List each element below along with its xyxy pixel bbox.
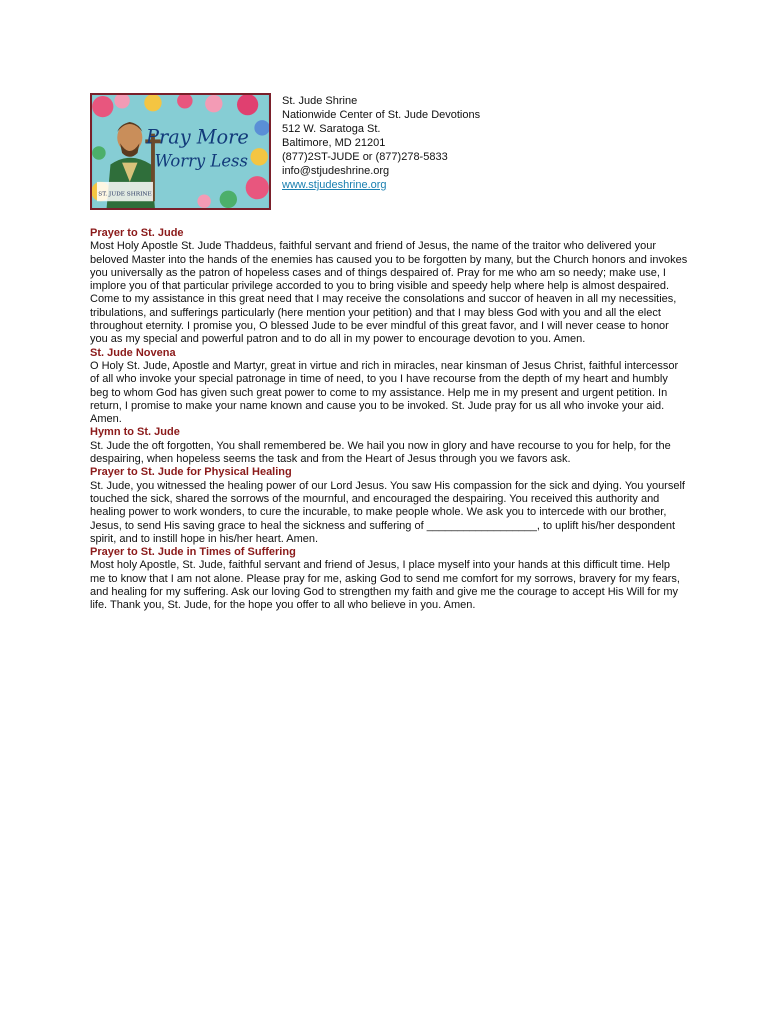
section-body: St. Jude the oft forgotten, You shall remembered be. We hail you now in glory and have recourse to you for help, for the despairing, when hopeless seems the task and from the Heart of Jesus through you we favors ask. — [90, 439, 671, 466]
section-title: Prayer to St. Jude in Times of Suffering — [90, 546, 296, 559]
section-title: Hymn to St. Jude — [90, 426, 180, 439]
section-body: Most holy Apostle, St. Jude, faithful servant and friend of Jesus, I place myself into your hands at this difficult time. Help me to know that I am not alone. Please pray for me, asking God to send me comfort for my sorrows, bravery for my fears, and healing for my suffering. Ask our loving God to strengthen my faith and give me the courage to accept His Will for my life. Thank you, St. Jude, for the hope you offer to all who believe in you. Amen. — [90, 559, 680, 612]
section-body: Most Holy Apostle St. Jude Thaddeus, faithful servant and friend of Jesus, the name of the traitor who delivered your beloved Master into the hands of the enemies has caused you to be forgotten by many, but the Church honors and invokes you universally as the patron of hopeless cases and of things despaired of. Pray for me who am so needy; make use, I implore you of that particular privilege accorded to you to bring visible and speedy help where help is almost despaired. Come to my assistance in this great need that I may receive the consolations and succor of heaven in all my necessities, tribulations, and sufferings particularly (here mention your petition) and that I may bless God with you and all the elect throughout eternity. I promise you, O blessed Jude to be ever mindful of this great favor, and I will never cease to honor you as my special and powerful patron and to do all in my power to encourage devotion to you. Amen. — [90, 240, 688, 346]
shrine-banner-image — [90, 93, 271, 210]
street-address: 512 W. Saratoga St. — [282, 123, 381, 135]
city-state-zip: Baltimore, MD 21201 — [282, 137, 386, 149]
section-title: St. Jude Novena — [90, 346, 176, 359]
banner-headline-1: Pray More — [146, 125, 249, 149]
section-title: Prayer to St. Jude — [90, 227, 184, 239]
email-address: info@stjudeshrine.org — [282, 165, 390, 177]
section-body: O Holy St. Jude, Apostle and Martyr, great in virtue and rich in miracles, near kinsman of Jesus Christ, faithful intercessor of all who invoke your special patronage in time of need, to you I have recourse from the depth of my heart and humbly beg to whom God has given such great power to come to my assistance. Help me in my present and urgent petition. In return, I promise to make your name known and cause you to be invoked. St. Jude pray for us all who invoke your aid. Amen. — [90, 359, 679, 426]
shrine-subtitle: Nationwide Center of St. Jude Devotions — [282, 109, 481, 121]
banner-headline-2: Worry Less — [154, 151, 248, 171]
shrine-name: St. Jude Shrine — [282, 95, 358, 107]
banner-shrine-label: ST. JUDE SHRINE — [98, 191, 152, 198]
website-link[interactable]: www.stjudeshrine.org — [282, 179, 387, 191]
section-body: St. Jude, you witnessed the healing power of our Lord Jesus. You saw His compassion for the sick and dying. You yourself touched the sick, shared the sorrows of the mournful, and encouraged the despairing. You received this authority and healing power to work wonders, to cure the incurable, to make people whole. We ask you to intercede with our brother, Jesus, to send His saving grace to heal the sickness and suffering of __________________, to uplift his/her despondent spirit, and to instill hope in his/her heart. Amen. — [90, 479, 685, 545]
section-title: Prayer to St. Jude for Physical Healing — [90, 466, 292, 479]
prayers-content — [90, 227, 688, 613]
banner-illustration — [92, 95, 269, 208]
shrine-address-block — [282, 94, 480, 192]
phone-numbers: (877)2ST-JUDE or (877)278-5833 — [282, 151, 448, 163]
